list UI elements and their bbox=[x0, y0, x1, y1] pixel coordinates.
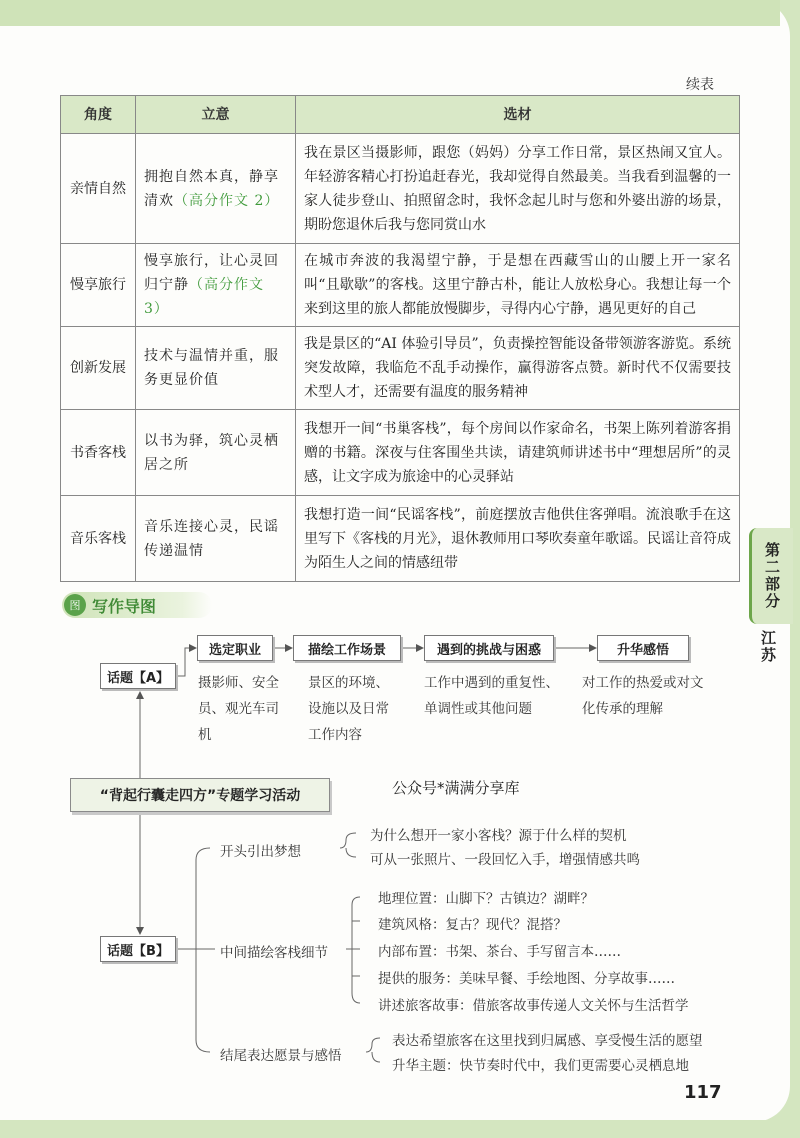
guide-title: 写作导图 bbox=[92, 596, 157, 616]
branch-item: 为什么想开一家小客栈？源于什么样的契机 bbox=[370, 828, 627, 844]
region-label: 江苏 bbox=[759, 630, 777, 664]
row-idea: 慢享旅行，让心灵回归宁静（高分作文 3） bbox=[136, 244, 296, 327]
branch-item: 可从一张照片、一段回忆入手，增强情感共鸣 bbox=[370, 852, 640, 868]
branch-item: 表达希望旅客在这里找到归属感、享受慢生活的愿望 bbox=[392, 1033, 703, 1049]
topic-b-box: 话题【B】 bbox=[100, 936, 176, 962]
step-challenges: 遇到的挑战与困惑 bbox=[424, 635, 554, 661]
section-tab[interactable]: 第二部分 bbox=[749, 528, 793, 624]
row-angle: 慢享旅行 bbox=[61, 244, 136, 327]
branch-middle: 中间描绘客栈细节 bbox=[220, 945, 328, 961]
row-angle: 创新发展 bbox=[61, 327, 136, 410]
header-angle: 角度 bbox=[61, 96, 136, 134]
guide-icon: 图 bbox=[64, 594, 86, 616]
branch-ending: 结尾表达愿景与感悟 bbox=[220, 1048, 342, 1064]
main-topic-box: “背起行囊走四方”专题学习活动 bbox=[70, 778, 330, 812]
row-idea: 音乐连接心灵，民谣传递温情 bbox=[136, 496, 296, 582]
detail-challenges: 工作中遇到的重复性、单调性或其他问题 bbox=[424, 675, 559, 717]
row-idea: 以书为驿，筑心灵栖居之所 bbox=[136, 410, 296, 496]
header-idea: 立意 bbox=[136, 96, 296, 134]
page-number: 117 bbox=[684, 1082, 722, 1103]
row-idea: 技术与温情并重，服务更显价值 bbox=[136, 327, 296, 410]
row-angle: 亲情自然 bbox=[61, 134, 136, 244]
row-idea: 拥抱自然本真，静享清欢（高分作文 2） bbox=[136, 134, 296, 244]
watermark: 公众号*满满分享库 bbox=[392, 779, 520, 797]
row-angle: 音乐客栈 bbox=[61, 496, 136, 582]
branch-item: 内部布置：书架、茶台、手写留言本…… bbox=[378, 944, 621, 960]
branch-item: 升华主题：快节奏时代中，我们更需要心灵栖息地 bbox=[392, 1058, 689, 1074]
step-describe-scene: 描绘工作场景 bbox=[293, 635, 401, 661]
branch-item: 地理位置：山脚下？古镇边？湖畔？ bbox=[378, 891, 594, 907]
high-score-tag: （高分作文 2） bbox=[174, 192, 280, 209]
row-material: 我在景区当摄影师，跟您（妈妈）分享工作日常，景区热闹又宜人。年轻游客精心打扮追赶春光，我却觉得自然最美。当我看到温馨的一家人徒步登山、拍照留念时，我怀念起儿时与您和外婆出游的场景，期盼您退休后我与您同赏山水 bbox=[296, 134, 740, 244]
detail-careers: 摄影师、安全员、观光车司机 bbox=[198, 675, 279, 743]
high-score-tag: （高分作文 3） bbox=[144, 277, 264, 317]
detail-sublimate: 对工作的热爱或对文化传承的理解 bbox=[582, 675, 704, 717]
detail-scene: 景区的环境、设施以及日常工作内容 bbox=[308, 675, 389, 743]
row-material: 我想打造一间“民谣客栈”，前庭摆放吉他供住客弹唱。流浪歌手在这里写下《客栈的月光》，退休教师用口琴吹奏童年歌谣。民谣让音符成为陌生人之间的情感纽带 bbox=[296, 496, 740, 582]
row-material: 我想开一间“书巢客栈”，每个房间以作家命名，书架上陈列着游客捐赠的书籍。深夜与住客围坐共读，请建筑师讲述书中“理想居所”的灵感，让文字成为旅途中的心灵驿站 bbox=[296, 410, 740, 496]
step-choose-career: 选定职业 bbox=[197, 635, 273, 661]
row-material: 我是景区的“AI 体验引导员”，负责操控智能设备带领游客游览。系统突发故障，我临危不乱手动操作，赢得游客点赞。新时代不仅需要技术型人才，还需要有温度的服务精神 bbox=[296, 327, 740, 410]
row-angle: 书香客栈 bbox=[61, 410, 136, 496]
branch-item: 提供的服务：美味早餐、手绘地图、分享故事…… bbox=[378, 971, 675, 987]
topic-a-box: 话题【A】 bbox=[100, 663, 176, 689]
step-sublimate: 升华感悟 bbox=[597, 635, 689, 661]
continued-label: 续表 bbox=[686, 77, 714, 93]
branch-item: 讲述旅客故事：借旅客故事传递人文关怀与生活哲学 bbox=[378, 998, 689, 1014]
header-material: 选材 bbox=[296, 96, 740, 134]
branch-item: 建筑风格：复古？现代？混搭？ bbox=[378, 917, 567, 933]
branch-opening: 开头引出梦想 bbox=[220, 844, 301, 860]
row-material: 在城市奔波的我渴望宁静，于是想在西藏雪山的山腰上开一家名叫“且歇歇”的客栈。这里宁静古朴，能让人放松身心。我想让每一个来到这里的旅人都能放慢脚步，寻得内心宁静，遇见更好的自己 bbox=[296, 244, 740, 327]
